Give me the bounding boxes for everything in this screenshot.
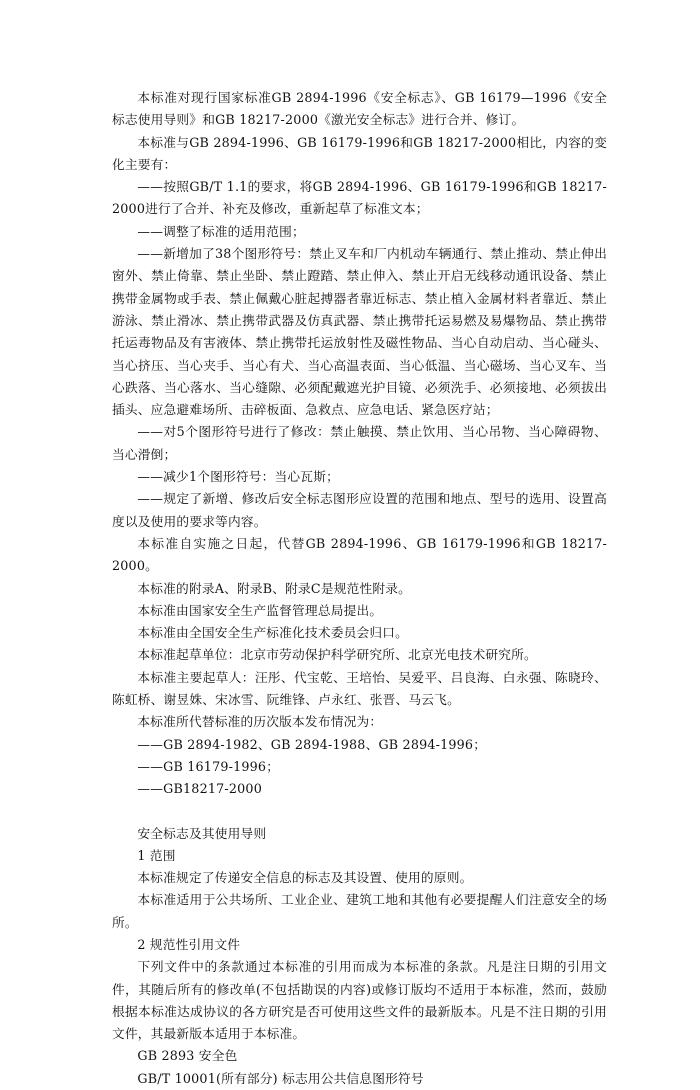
paragraph: 本标准与GB 2894-1996、GB 16179-1996和GB 18217-2000相比，内容的变化主要有： <box>112 134 607 172</box>
reference-item: GB 2893 安全色 <box>137 1048 238 1064</box>
paragraph: 本标准规定了传递安全信息的标志及其设置、使用的原则。 <box>137 870 473 886</box>
list-item: ——新增加了38个图形符号：禁止叉车和厂内机动车辆通行、禁止推动、禁止伸出窗外、禁止倚靠、禁止坐卧、禁止蹬踏、禁止伸入、禁止开启无线移动通讯设备、禁止携带金属物或手表、禁止佩戴心脏起搏器者靠近标志、禁止植入金属材料者靠近、禁止游泳、禁止滑冰、禁止携带武器及仿真武器、禁止携带托运易燃及易爆物品、禁止携带托运毒物品及有害液体、禁止携带托运放射性及磁性物品、当心自动启动、当心碰头、当心挤压、当心夹手、当心有犬、当心高温表面、当心低温、当心磁场、当心叉车、当心跌落、当心落水、当心缝隙、必须配戴遮光护目镜、必须洗手、必须接地、必须拔出插头、应急避难场所、击碎板面、急救点、应急电话、紧急医疗站； <box>112 246 607 418</box>
paragraph: 本标准自实施之日起，代替GB 2894-1996、GB 16179-1996和GB 18217-2000。 <box>112 535 607 574</box>
list-item: ——规定了新增、修改后安全标志图形应设置的范围和地点、型号的选用、设置高度以及使用的要求等内容。 <box>112 491 607 529</box>
section-heading: 1 范围 <box>137 847 176 863</box>
paragraph: 本标准由国家安全生产监督管理总局提出。 <box>137 602 383 618</box>
standard-title: 安全标志及其使用导则 <box>137 825 267 841</box>
list-item: ——GB18217-2000 <box>137 781 262 797</box>
list-item: ——减少1个图形符号：当心瓦斯； <box>137 469 339 485</box>
list-item: ——GB 2894-1982、GB 2894-1988、GB 2894-1996； <box>137 736 487 752</box>
section-heading: 2 规范性引用文件 <box>137 936 241 952</box>
paragraph: 本标准起草单位：北京市劳动保护科学研究所、北京光电技术研究所。 <box>137 647 537 663</box>
paragraph: 本标准的附录A、附录B、附录C是规范性附录。 <box>137 580 412 596</box>
paragraph: 下列文件中的条款通过本标准的引用而成为本标准的条款。凡是注日期的引用文件，其随后所有的修改单(不包括勘误的内容)或修订版均不适用于本标准，然而，鼓励根据本标准达成协议的各方研究是否可使用这些文件的最新版本。凡是不注日期的引用文件，其最新版本适用于本标准。 <box>112 959 607 1042</box>
list-item: ——对5个图形符号进行了修改：禁止触摸、禁止饮用、当心吊物、当心障碍物、当心滑倒； <box>112 424 607 462</box>
paragraph: 本标准主要起草人：汪彤、代宝乾、王培怡、吴爱平、吕良海、白永强、陈晓玲、陈虹桥、谢昱姝、宋冰雪、阮维锋、卢永红、张晋、马云飞。 <box>112 669 607 708</box>
list-item: ——调整了标准的适用范围； <box>137 223 305 239</box>
paragraph: 本标准对现行国家标准GB 2894-1996《安全标志》、GB 16179—1996《安全标志使用导则》和GB 18217-2000《激光安全标志》进行合并、修订。 <box>112 90 607 128</box>
list-item: ——按照GB/T 1.1的要求，将GB 2894-1996、GB 16179-1996和GB 18217-2000进行了合并、补充及修改，重新起草了标准文本； <box>112 179 607 217</box>
reference-item: GB/T 10001(所有部分) 标志用公共信息图形符号 <box>137 1070 424 1086</box>
paragraph: 本标准所代替标准的历次版本发布情况为： <box>137 714 383 730</box>
document-body <box>112 87 607 1090</box>
list-item: ——GB 16179-1996； <box>137 758 280 774</box>
paragraph: 本标准适用于公共场所、工业企业、建筑工地和其他有必要提醒人们注意安全的场所。 <box>112 892 607 930</box>
paragraph: 本标准由全国安全生产标准化技术委员会归口。 <box>137 625 409 641</box>
blank-line <box>112 801 607 823</box>
